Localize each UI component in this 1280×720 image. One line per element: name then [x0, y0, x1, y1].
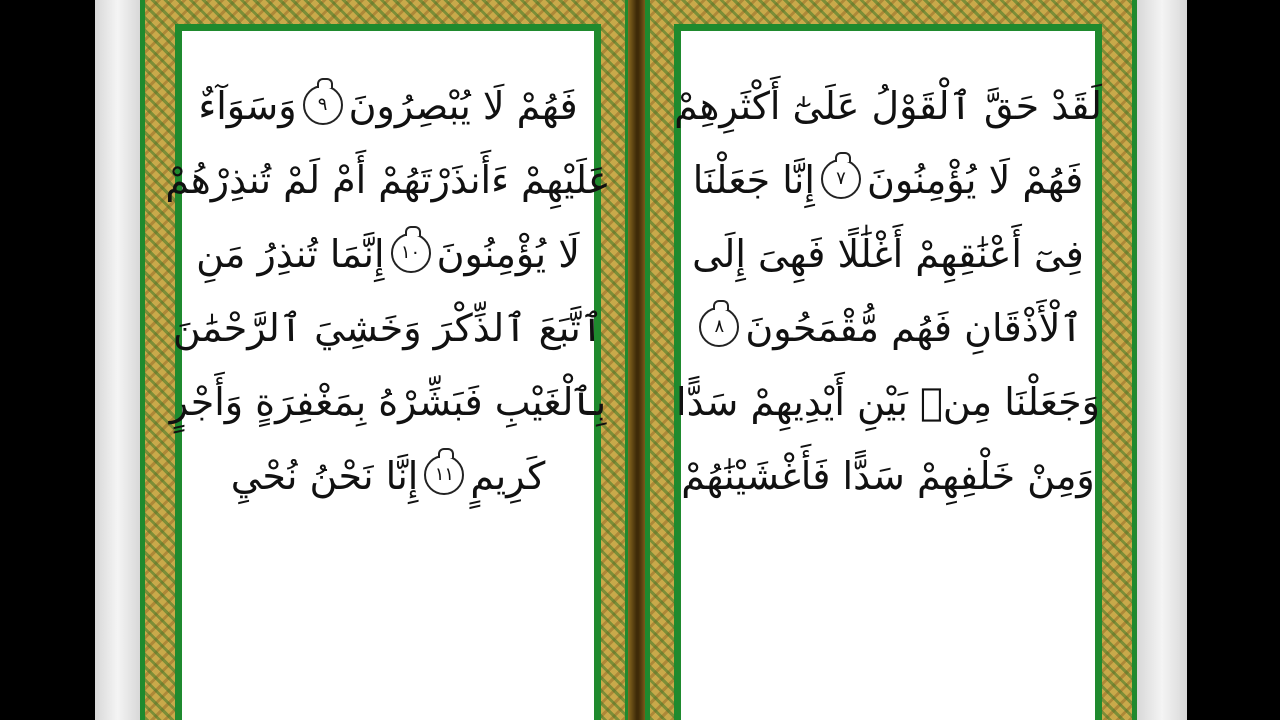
right-page: [645, 0, 1137, 720]
left-page-lines: [165, 69, 611, 513]
ayah-number-marker: ٩: [303, 85, 343, 125]
verse-line: [170, 365, 607, 439]
left-page-text-frame: [165, 24, 611, 720]
verse-line: [693, 291, 1082, 365]
left-page: [140, 0, 630, 720]
ayah-number-marker: ٧: [821, 159, 861, 199]
verse-text: إِنَّا جَعَلْنَا: [692, 158, 815, 202]
verse-line: [693, 143, 1084, 217]
verse-line: [681, 439, 1095, 513]
verse-text: لَقَدْ حَقَّ ٱلْقَوْلُ عَلَىٰٓ أَكْثَرِهِمْ: [674, 84, 1102, 128]
verse-text: إِنَّمَا تُنذِرُ مَنِ: [196, 232, 385, 276]
verse-line: [676, 365, 1100, 439]
mushaf-book: [140, 0, 1137, 720]
verse-line: [165, 143, 610, 217]
verse-text: فِىٓ أَعْنَٰقِهِمْ أَغْلَٰلًا فَهِىَ إِلَى: [692, 232, 1084, 276]
verse-text: عَلَيْهِمْ ءَأَنذَرْتَهُمْ أَمْ لَمْ تُنذِرْهُمْ: [165, 158, 611, 202]
verse-line: [196, 217, 580, 291]
verse-line: [198, 69, 577, 143]
left-edge-strip: [95, 0, 140, 720]
right-page-lines: [674, 69, 1102, 513]
verse-line: [173, 291, 603, 365]
verse-text: وَمِنْ خَلْفِهِمْ سَدًّا فَأَغْشَيْنَٰهُمْ: [681, 454, 1095, 498]
verse-text: ٱلْأَذْقَانِ فَهُم مُّقْمَحُونَ: [745, 306, 1083, 350]
verse-text: فَهُمْ لَا يُؤْمِنُونَ: [866, 158, 1084, 202]
ayah-number-marker: ٨: [699, 307, 739, 347]
verse-line: [674, 69, 1102, 143]
verse-text: كَرِيمٍ: [470, 454, 546, 498]
verse-text: فَهُمْ لَا يُبْصِرُونَ: [348, 84, 578, 128]
verse-line: [231, 439, 546, 513]
ayah-number-marker: ١٠: [391, 233, 431, 273]
verse-text: وَسَوَآءٌ: [198, 84, 297, 128]
ayah-number-marker: ١١: [424, 455, 464, 495]
verse-line: [692, 217, 1084, 291]
right-edge-strip: [1137, 0, 1187, 720]
right-page-text-frame: [674, 24, 1102, 720]
verse-text: ٱتَّبَعَ ٱلذِّكْرَ وَخَشِيَ ٱلرَّحْمَٰنَ: [172, 306, 604, 350]
verse-text: وَجَعَلْنَا مِنۢ بَيْنِ أَيْدِيهِمْ سَدًّا: [676, 380, 1100, 424]
verse-text: إِنَّا نَحْنُ نُحْيِ: [230, 454, 419, 498]
verse-text: بِٱلْغَيْبِ فَبَشِّرْهُ بِمَغْفِرَةٍ وَأَجْرٍ: [169, 380, 607, 424]
verse-text: لَا يُؤْمِنُونَ: [436, 232, 580, 276]
